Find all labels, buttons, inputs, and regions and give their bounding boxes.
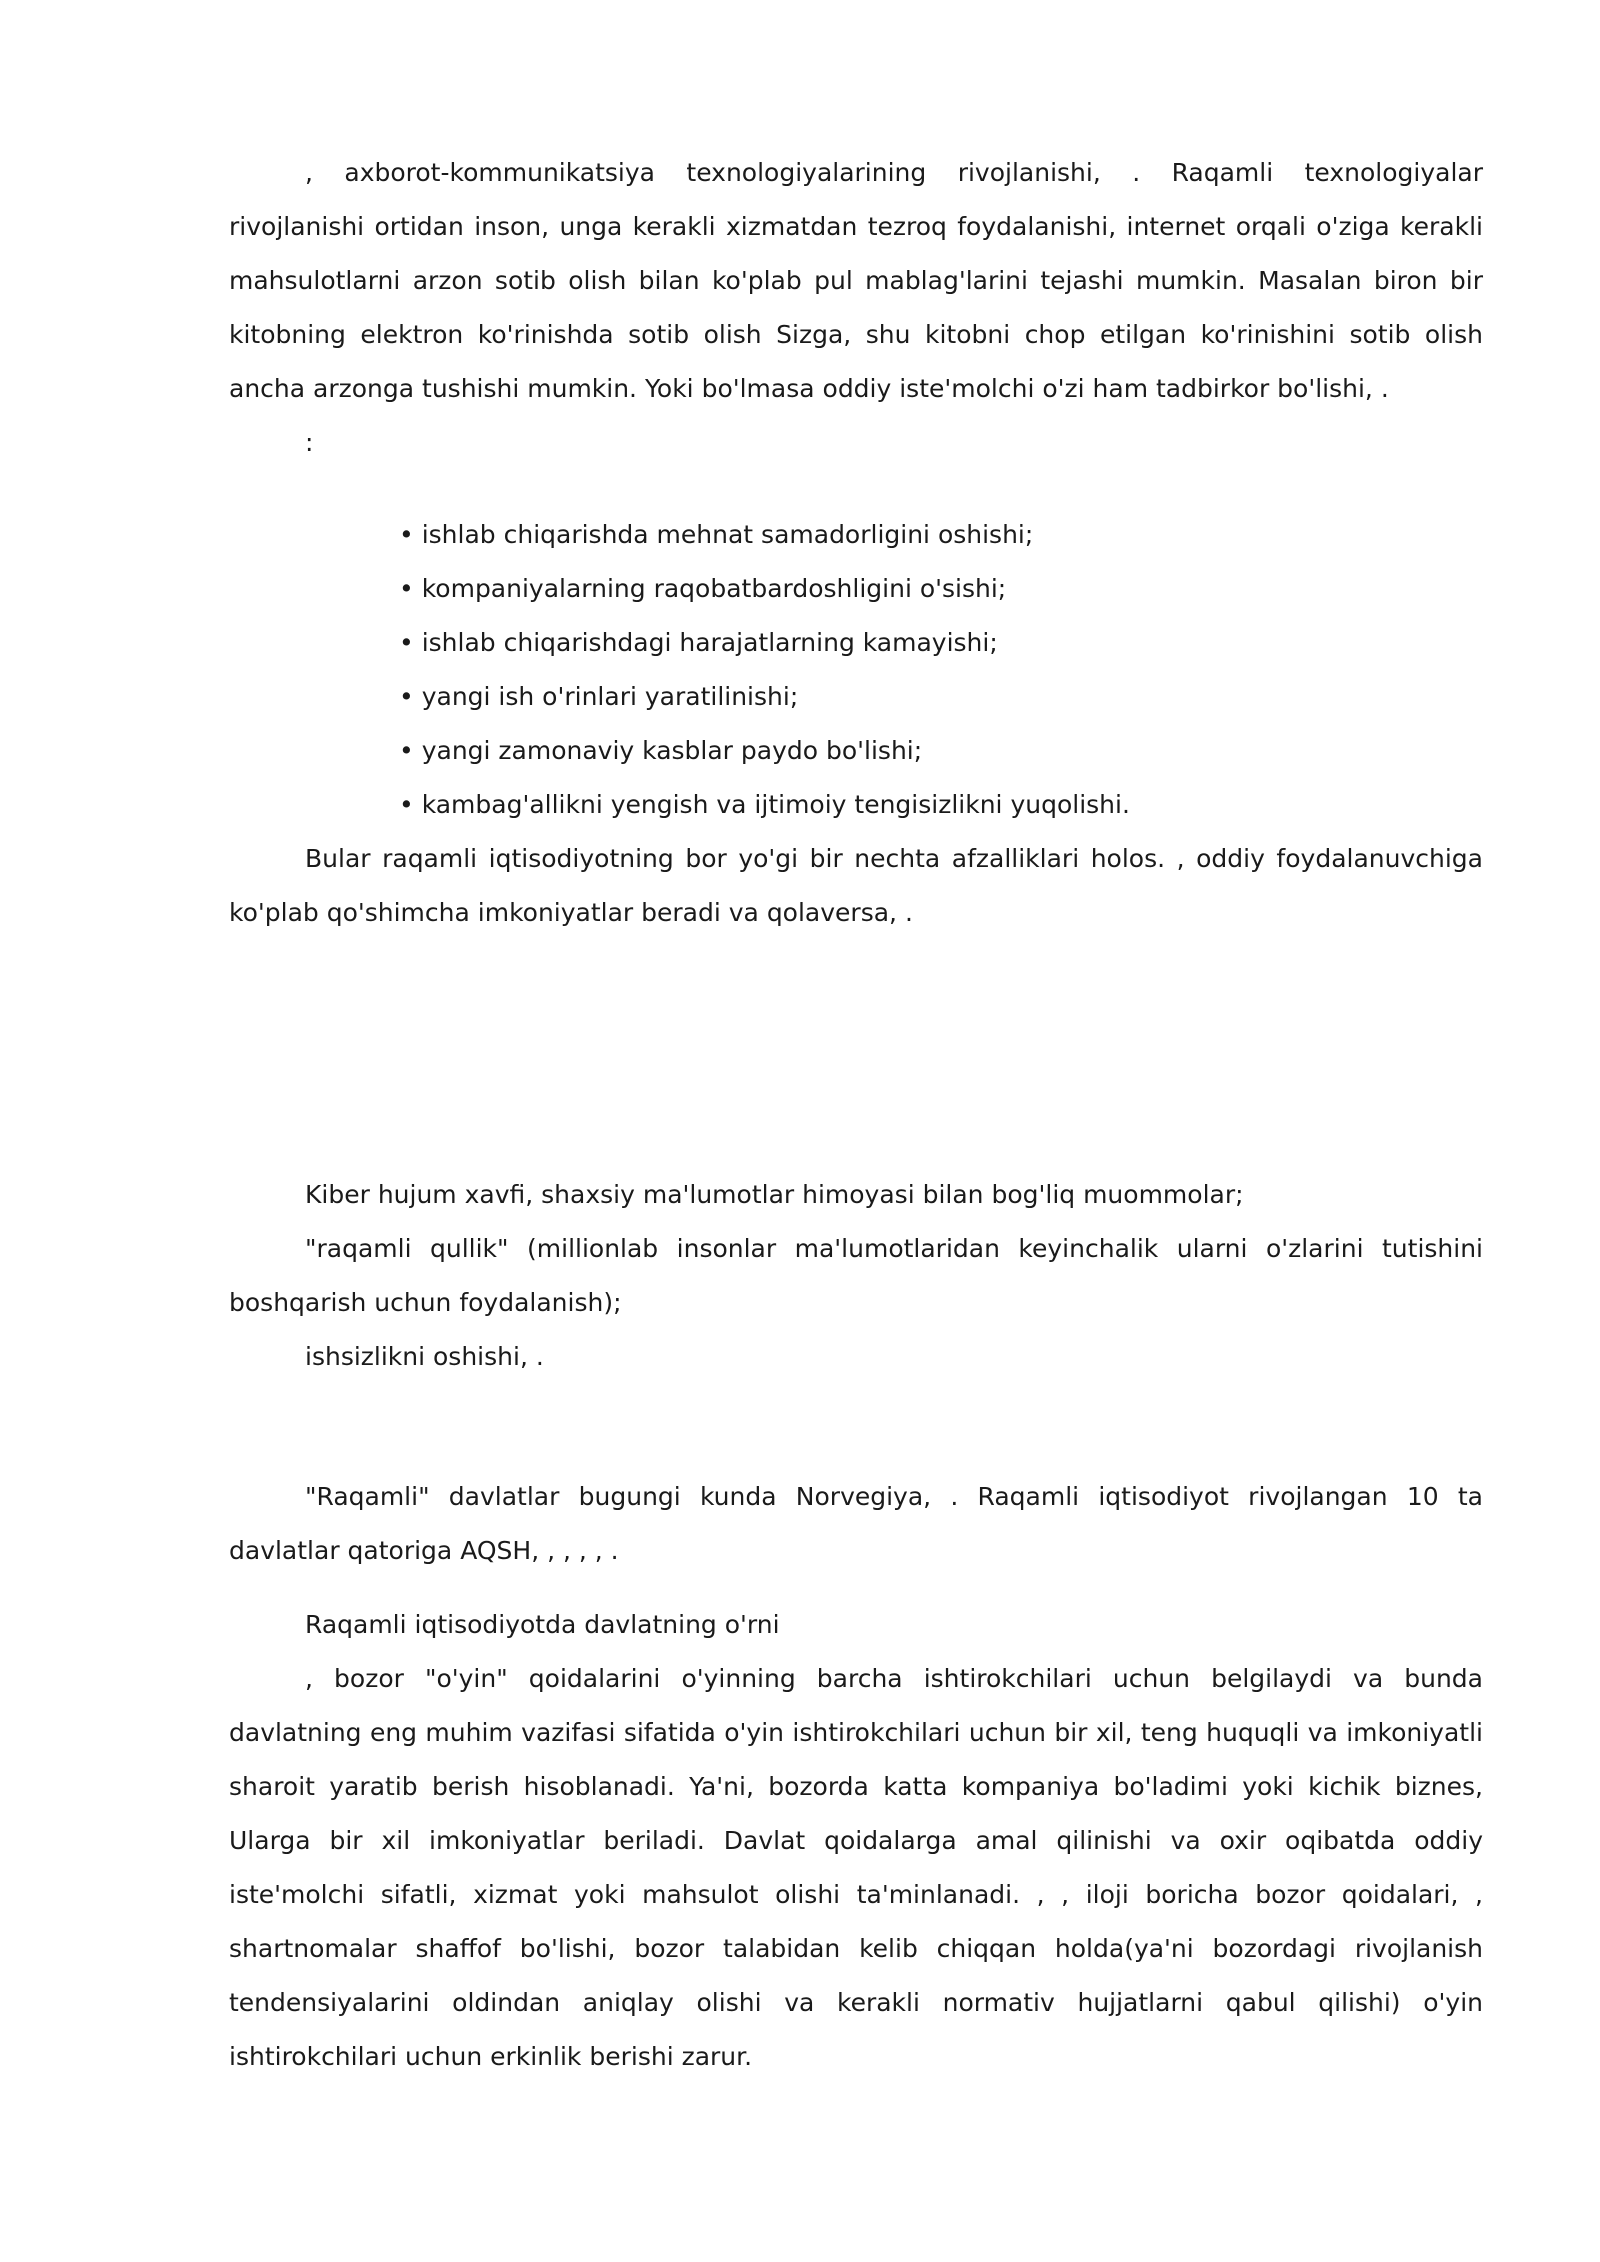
list-item: • ishlab chiqarishda mehnat samadorligini oshishi;	[399, 508, 1483, 562]
paragraph-risk-2: "raqamli qullik" (millionlab insonlar ma'lumotlaridan keyinchalik ularni o'zlarini tutishini boshqarish uchun foydalanish);	[229, 1234, 1483, 1317]
document-body	[229, 146, 1483, 2084]
advantages-list	[229, 508, 1483, 832]
list-item: • yangi zamonaviy kasblar paydo bo'lishi;	[399, 724, 1483, 778]
list-item: • kompaniyalarning raqobatbardoshligini o'sishi;	[399, 562, 1483, 616]
list-item: • yangi ish o'rinlari yaratilinishi;	[399, 670, 1483, 724]
section-heading: Raqamli iqtisodiyotda davlatning o'rni	[305, 1610, 780, 1639]
paragraph-summary: Bular raqamli iqtisodiyotning bor yo'gi bir nechta afzalliklari holos. , oddiy foydalanuvchiga ko'plab qo'shimcha imkoniyatlar beradi va qolaversa, .	[229, 844, 1483, 927]
spacer	[229, 1384, 1483, 1470]
spacer	[229, 940, 1483, 1168]
list-item: • kambag'allikni yengish va ijtimoiy tengisizlikni yuqolishi.	[399, 778, 1483, 832]
paragraph-risk-3: ishsizlikni oshishi, .	[305, 1342, 544, 1371]
list-item: • ishlab chiqarishdagi harajatlarning kamayishi;	[399, 616, 1483, 670]
paragraph-colon: :	[305, 428, 314, 457]
paragraph-countries: "Raqamli" davlatlar bugungi kunda Norvegiya, . Raqamli iqtisodiyot rivojlangan 10 ta davlatlar qatoriga AQSH, , , , , .	[229, 1482, 1483, 1565]
paragraph-intro: , axborot-kommunikatsiya texnologiyalarining rivojlanishi, . Raqamli texnologiyalar rivojlanishi ortidan inson, unga kerakli xizmatdan tezroq foydalanishi, internet orqali o'ziga kerakli mahsulotlarni arzon sotib olish bilan ko'plab pul mablag'larini tejashi mumkin. Masalan biron bir kitobning elektron ko'rinishda sotib olish Sizga, shu kitobni chop etilgan ko'rinishini sotib olish ancha arzonga tushishi mumkin. Yoki bo'lmasa oddiy iste'molchi o'zi ham tadbirkor bo'lishi, .	[229, 158, 1483, 403]
paragraph-risk-1: Kiber hujum xavfi, shaxsiy ma'lumotlar himoyasi bilan bog'liq muommolar;	[305, 1180, 1244, 1209]
spacer	[229, 1578, 1483, 1598]
paragraph-state-role: , bozor "o'yin" qoidalarini o'yinning barcha ishtirokchilari uchun belgilaydi va bunda davlatning eng muhim vazifasi sifatida o'yin ishtirokchilari uchun bir xil, teng huquqli va imkoniyatli sharoit yaratib berish hisoblanadi. Ya'ni, bozorda katta kompaniya bo'ladimi yoki kichik biznes, Ularga bir xil imkoniyatlar beriladi. Davlat qoidalarga amal qilinishi va oxir oqibatda oddiy iste'molchi sifatli, xizmat yoki mahsulot olishi ta'minlanadi. , , iloji boricha bozor qoidalari, , shartnomalar shaffof bo'lishi, bozor talabidan kelib chiqqan holda(ya'ni bozordagi rivojlanish tendensiyalarini oldindan aniqlay olishi va kerakli normativ hujjatlarni qabul qilishi) o'yin ishtirokchilari uchun erkinlik berishi zarur.	[229, 1664, 1483, 2071]
